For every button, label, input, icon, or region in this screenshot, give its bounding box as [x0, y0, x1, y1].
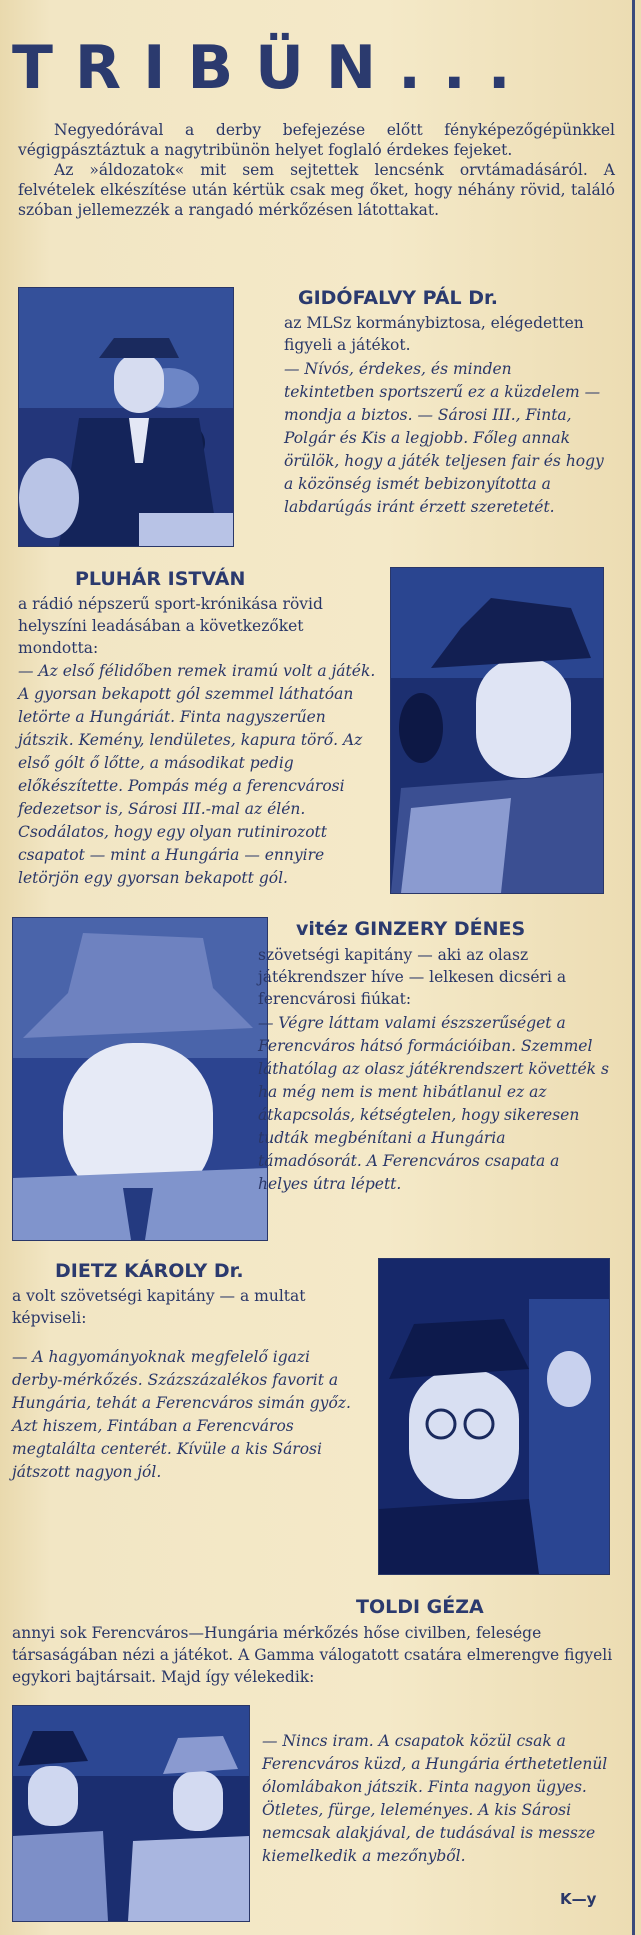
intro-paragraph-2: Az »áldozatok« mit sem sejtettek lencsénk orvtámadásáról. A felvételek elkészítése után kértük csak meg őket, hogy néhány rövid, találó szóban jellemezzék a rangadó mérkőzésen látottakat.: [18, 161, 615, 219]
toldi-quote: — Nincs iram. A csapatok közül csak a Ferencváros küzd, a Hungária érthetetlenül ólomlábakon játszik. Finta nagyon ügyes. Ötletes, fürge, leleményes. A kis Sárosi nemcsak alakjával, de tudásával is messze kiemelkedik a mezőnyből.: [262, 1732, 608, 1865]
ginzery-role: szövetségi kapitány — aki az olasz játékrendszer híve — lelkesen dicséri a ferencvárosi fiúkat:: [258, 946, 567, 1008]
man-with-glasses-photo-icon: [379, 1259, 609, 1574]
ginzery-quote: — Végre láttam valami észszerűséget a Ferencváros hátsó formációiban. Szemmel láthatólag az olasz játékrendszert követték s ha még nem is ment hibátlanul ez az átkapcsolás, kétségtelen, hogy sikeresen tudták megbénítani a Hungária támadósorát. A Ferencváros csapata a helyes útra lépett.: [258, 1014, 609, 1193]
pluhar-quote: — Az első félidőben remek iramú volt a játék. A gyorsan bekapott gól szemmel láthatóan letörte a Hungáriát. Finta nagyszerűen játszik. Kemény, lendületes, kapura törő. Az első gólt ő lőtte, a másodikat pedig előkészítette. Pompás még a ferencvárosi fedezetsor is, Sárosi III.-mal az élén. Csodálatos, hogy egy olyan rutinirozott csapatot — mint a Hungária — ennyire letörjön egy gyorsan bekapott gól.: [18, 662, 376, 887]
couple-in-stands-photo-icon: [13, 1706, 249, 1921]
man-in-hat-photo-icon: [391, 568, 603, 893]
man-in-hat-photo-icon: [19, 288, 233, 546]
author-signature: K—y: [560, 1890, 597, 1908]
ginzery-photo: [12, 917, 268, 1241]
pluhar-role: a rádió népszerű sport-krónikása rövid helyszíni leadásában a következőket mondotta:: [18, 595, 323, 657]
page-edge-line: [632, 0, 635, 1935]
dietz-quote: — A hagyományoknak megfelelő igazi derby-mérkőzés. Százszázalékos favorit a Hungária, tehát a Ferencváros simán győz. Azt hiszem, Fintában a Ferencváros megtalálta centerét. Kívüle a kis Sárosi játszott nagyon jól.: [12, 1348, 351, 1481]
intro-text: [18, 120, 615, 220]
man-in-hat-portrait-icon: [13, 918, 267, 1240]
pluhar-name: PLUHÁR ISTVÁN: [75, 568, 246, 590]
gidofalvy-photo: [18, 287, 234, 547]
toldi-photo: [12, 1705, 250, 1922]
page-title: TRIBÜN...: [12, 33, 533, 103]
gidofalvy-role: az MLSz kormánybiztosa, elégedetten figyeli a játékot.: [284, 314, 584, 354]
pluhar-photo: [390, 567, 604, 894]
ginzery-name: vitéz GINZERY DÉNES: [296, 918, 526, 940]
toldi-name: TOLDI GÉZA: [356, 1596, 484, 1618]
dietz-role: a volt szövetségi kapitány — a multat képviseli:: [12, 1287, 306, 1327]
intro-paragraph-1: Negyedórával a derby befejezése előtt fényképezőgépünkkel végigpásztáztuk a nagytribünön helyet foglaló érdekes fejeket.: [18, 121, 615, 159]
dietz-photo: [378, 1258, 610, 1575]
toldi-role: annyi sok Ferencváros—Hungária mérkőzés hőse civilben, felesége társaságában nézi a játékot. A Gamma válogatott csatára elmerengve figyeli egykori bajtársait. Majd így vélekedik:: [12, 1624, 613, 1686]
dietz-name: DIETZ KÁROLY Dr.: [55, 1260, 244, 1282]
gidofalvy-name: GIDÓFALVY PÁL Dr.: [298, 287, 498, 309]
gidofalvy-quote: — Nívós, érdekes, és minden tekintetben sportszerű ez a küzdelem — mondja a biztos. — Sárosi III., Finta, Polgár és Kis a legjobb. Főleg annak örülök, hogy a játék teljesen fair és hogy a közönség ismét bebizonyította a labdarúgás iránt érzett szeretetét.: [284, 360, 604, 516]
